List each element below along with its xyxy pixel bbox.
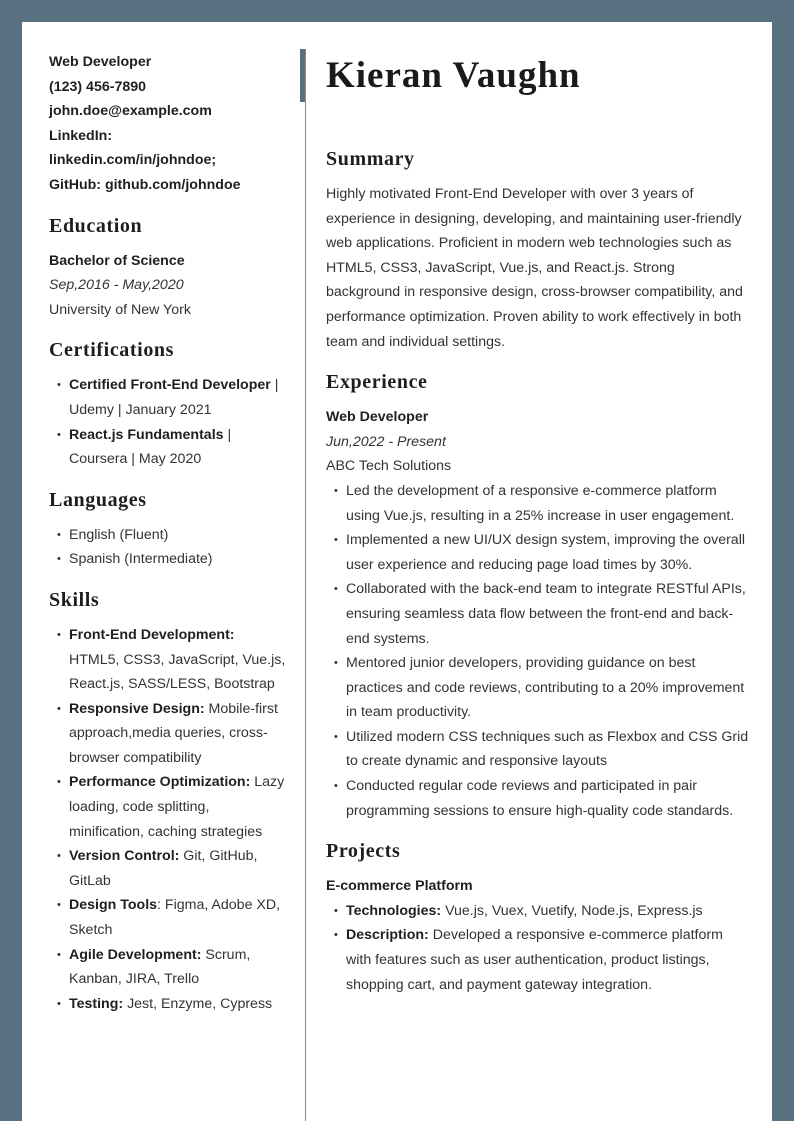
contact-phone: (123) 456-7890 xyxy=(49,78,147,95)
contact-title: Web Developer xyxy=(49,54,152,70)
certification-name: Certified Front-End Developer xyxy=(69,377,271,394)
skill-text: Scrum, Kanban, JIRA, Trello xyxy=(69,946,251,988)
certification-item xyxy=(49,373,287,422)
experience-bullet: • Mentored junior developers, providing guidance on best practices and code reviews, contributing to a 20% improvement in team productivity. xyxy=(326,651,750,725)
experience-bullet: • Utilized modern CSS techniques such as Flexbox and CSS Grid to create dynamic and responsive layouts xyxy=(326,725,750,774)
skill-item xyxy=(49,943,287,992)
education-dates: Sep,2016 - May,2020 xyxy=(49,277,184,294)
experience-bullets xyxy=(326,479,750,823)
certification-details: Udemy | January 2021 xyxy=(69,401,212,418)
skill-name: Front-End Development: xyxy=(69,626,235,643)
resume-page xyxy=(22,22,772,1121)
project-detail-label: Description: xyxy=(346,927,429,944)
skill-item xyxy=(49,697,287,771)
education-degree: Bachelor of Science xyxy=(49,252,185,269)
column-divider xyxy=(305,49,306,1121)
project-detail-item xyxy=(326,923,750,997)
skill-text: HTML5, CSS3, JavaScript, Vue.js, React.js, SASS/LESS, Bootstrap xyxy=(69,651,286,693)
languages-list xyxy=(49,523,287,572)
project-detail-text: Vue.js, Vuex, Vuetify, Node.js, Express.js xyxy=(441,902,703,919)
experience-bullet: • Collaborated with the back-end team to integrate RESTful APIs, ensuring seamless data flow between the front-end and back-end systems. xyxy=(326,577,750,651)
certification-item xyxy=(49,423,287,472)
skill-name: Testing: xyxy=(69,995,124,1012)
contact-linkedin-url[interactable]: linkedin.com/in/johndoe; xyxy=(49,152,217,169)
contact-linkedin-label: LinkedIn: xyxy=(49,127,113,144)
language-item: • English (Fluent) xyxy=(49,523,287,548)
skill-text: : Figma, Adobe XD, Sketch xyxy=(69,897,281,939)
right-column xyxy=(326,50,750,997)
summary-heading: Summary xyxy=(326,148,415,170)
skill-item xyxy=(49,992,287,1017)
experience-bullet: • Implemented a new UI/UX design system, improving the overall user experience and reducing page load times by 30%. xyxy=(326,528,750,577)
summary-text: Highly motivated Front-End Developer with over 3 years of experience in designing, developing, and maintaining user-friendly web applications. Proficient in modern web technologies such as HTML5, CSS3, JavaScript, Vue.js, and React.js. Strong background in responsive design, cross-browser compatibility, and performance optimization. Proven ability to work effectively in both team and individual settings. xyxy=(326,186,743,350)
skill-name: Performance Optimization: xyxy=(69,774,251,791)
experience-bullet: • Conducted regular code reviews and participated in pair programming sessions to ensure high-quality code standards. xyxy=(326,774,750,823)
certifications-heading: Certifications xyxy=(49,339,175,362)
education-school: University of New York xyxy=(49,301,191,318)
skill-item xyxy=(49,844,287,893)
candidate-name: Kieran Vaughn xyxy=(326,55,581,96)
languages-heading: Languages xyxy=(49,488,147,511)
language-item: • Spanish (Intermediate) xyxy=(49,547,287,572)
experience-dates: Jun,2022 - Present xyxy=(326,433,446,450)
experience-role: Web Developer xyxy=(326,409,429,426)
skill-name: Agile Development: xyxy=(69,946,202,963)
skill-text: Mobile-first approach,media queries, cross-browser compatibility xyxy=(69,700,278,766)
certification-name: React.js Fundamentals xyxy=(69,426,224,443)
skill-item xyxy=(49,623,287,697)
contact-github[interactable]: GitHub: github.com/johndoe xyxy=(49,176,241,193)
certification-separator: | xyxy=(223,426,232,443)
project-details xyxy=(326,899,750,997)
contact-block xyxy=(49,50,287,198)
skill-name: Design Tools xyxy=(69,897,158,914)
certifications-list xyxy=(49,373,287,471)
project-detail-text: Developed a responsive e-commerce platform with features such as user authentication, product listings, shopping cart, and payment gateway integration. xyxy=(346,927,723,993)
contact-email[interactable]: john.doe@example.com xyxy=(49,103,212,120)
left-column xyxy=(49,50,287,1016)
skill-name: Version Control: xyxy=(69,848,180,865)
name-accent-bar xyxy=(300,49,305,102)
project-detail-label: Technologies: xyxy=(346,902,442,919)
experience-company: ABC Tech Solutions xyxy=(326,458,452,475)
skills-list xyxy=(49,623,287,1017)
skill-text: Lazy loading, code splitting, minification, caching strategies xyxy=(69,774,285,840)
experience-heading: Experience xyxy=(326,371,428,394)
skill-item xyxy=(49,770,287,844)
skill-item xyxy=(49,893,287,942)
skills-heading: Skills xyxy=(49,588,100,611)
project-title: E-commerce Platform xyxy=(326,878,473,895)
education-heading: Education xyxy=(49,214,143,237)
project-detail-item xyxy=(326,899,750,924)
skill-text: Jest, Enzyme, Cypress xyxy=(123,995,273,1012)
skill-name: Responsive Design: xyxy=(69,700,205,717)
certification-details: Coursera | May 2020 xyxy=(69,451,202,468)
experience-bullet: • Led the development of a responsive e-commerce platform using Vue.js, resulting in a 25% increase in user engagement. xyxy=(326,479,750,528)
certification-separator: | xyxy=(270,377,279,394)
projects-heading: Projects xyxy=(326,840,401,863)
skill-text: Git, GitHub, GitLab xyxy=(69,848,258,889)
